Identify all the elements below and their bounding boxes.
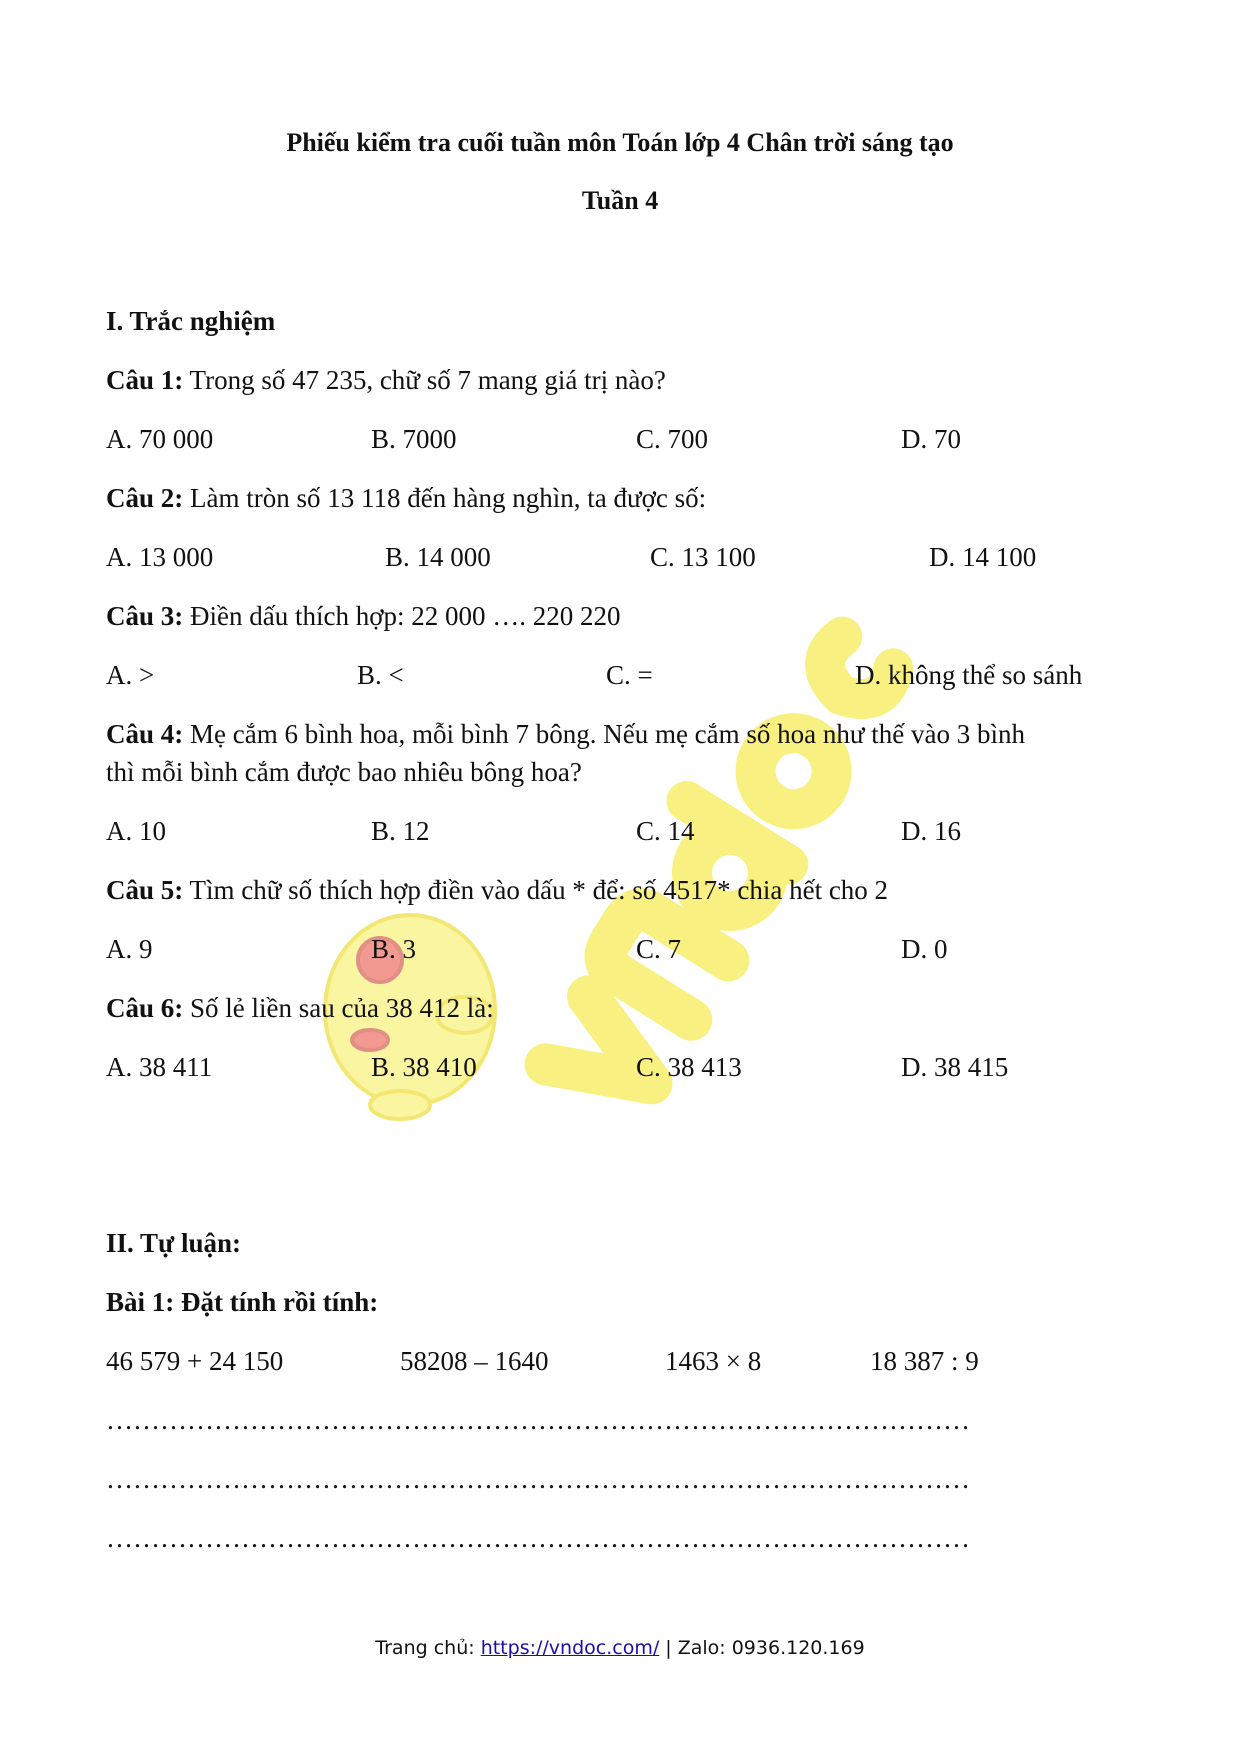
question-2-option-c: C. 13 100 — [650, 542, 756, 572]
question-3 — [106, 601, 621, 632]
question-4-continuation: thì mỗi bình cắm được bao nhiêu bông hoa? — [106, 757, 582, 787]
question-6-option-b: B. 38 410 — [371, 1052, 477, 1082]
question-5-option-a: A. 9 — [106, 934, 153, 964]
question-4-option-b: B. 12 — [371, 816, 430, 846]
question-label: Câu 5: — [106, 875, 184, 905]
question-label: Câu 3: — [106, 601, 184, 631]
question-5-option-b: B. 3 — [371, 934, 417, 964]
footer-home-label: Trang chủ: — [375, 1637, 481, 1659]
question-2-option-d: D. 14 100 — [929, 542, 1037, 572]
footer-zalo: Zalo: 0936.120.169 — [677, 1637, 865, 1659]
question-text: Tìm chữ số thích hợp điền vào dấu * để: số 4517* chia hết cho 2 — [189, 875, 889, 905]
question-1-option-a: A. 70 000 — [106, 424, 214, 454]
answer-line: …………………………………………………………………………………… — [106, 1464, 970, 1494]
question-3-option-d: D. không thể so sánh — [855, 660, 1083, 690]
expression-multiplication: 1463 × 8 — [665, 1346, 762, 1376]
question-label: Câu 6: — [106, 993, 184, 1023]
question-1 — [106, 365, 666, 396]
section-heading-essay: II. Tự luận: — [106, 1228, 242, 1258]
answer-line: …………………………………………………………………………………… — [106, 1523, 970, 1553]
question-6-option-c: C. 38 413 — [636, 1052, 742, 1082]
question-4 — [106, 719, 1025, 750]
question-1-option-d: D. 70 — [901, 424, 961, 454]
question-3-option-b: B. < — [357, 660, 404, 690]
question-label: Câu 1: — [106, 365, 184, 395]
section-heading-multiple-choice: I. Trắc nghiệm — [106, 306, 276, 336]
question-6-option-d: D. 38 415 — [901, 1052, 1009, 1082]
question-3-option-a: A. > — [106, 660, 155, 690]
question-3-option-c: C. = — [606, 660, 653, 690]
question-4-option-d: D. 16 — [901, 816, 961, 846]
question-4-option-c: C. 14 — [636, 816, 695, 846]
expression-addition: 46 579 + 24 150 — [106, 1346, 284, 1376]
question-1-option-b: B. 7000 — [371, 424, 457, 454]
page-subtitle: Tuần 4 — [581, 186, 659, 215]
question-6-option-a: A. 38 411 — [106, 1052, 213, 1082]
question-text: Điền dấu thích hợp: 22 000 …. 220 220 — [190, 601, 621, 631]
question-2-option-a: A. 13 000 — [106, 542, 214, 572]
exercise-1-title: Bài 1: Đặt tính rồi tính: — [106, 1287, 379, 1317]
question-text: Trong số 47 235, chữ số 7 mang giá trị nào? — [189, 365, 666, 395]
question-text: Mẹ cắm 6 bình hoa, mỗi bình 7 bông. Nếu mẹ cắm số hoa như thế vào 3 bình — [190, 719, 1025, 749]
question-1-option-c: C. 700 — [636, 424, 709, 454]
question-5 — [106, 875, 888, 906]
footer-separator: | — [659, 1637, 678, 1659]
footer-home-link[interactable]: https://vndoc.com/ — [480, 1637, 660, 1659]
question-4-option-a: A. 10 — [106, 816, 166, 846]
question-5-option-c: C. 7 — [636, 934, 682, 964]
question-5-option-d: D. 0 — [901, 934, 948, 964]
question-2 — [106, 483, 706, 514]
expression-subtraction: 58208 – 1640 — [400, 1346, 549, 1376]
question-text: Làm tròn số 13 118 đến hàng nghìn, ta được số: — [190, 483, 707, 513]
expression-division: 18 387 : 9 — [870, 1346, 979, 1376]
question-text: Số lẻ liền sau của 38 412 là: — [190, 993, 494, 1023]
question-label: Câu 2: — [106, 483, 184, 513]
answer-line: …………………………………………………………………………………… — [106, 1405, 970, 1435]
question-label: Câu 4: — [106, 719, 184, 749]
question-6 — [106, 993, 494, 1024]
page-footer — [0, 1637, 1240, 1659]
page-title: Phiếu kiểm tra cuối tuần môn Toán lớp 4 Chân trời sáng tạo — [286, 128, 954, 157]
question-2-option-b: B. 14 000 — [385, 542, 491, 572]
